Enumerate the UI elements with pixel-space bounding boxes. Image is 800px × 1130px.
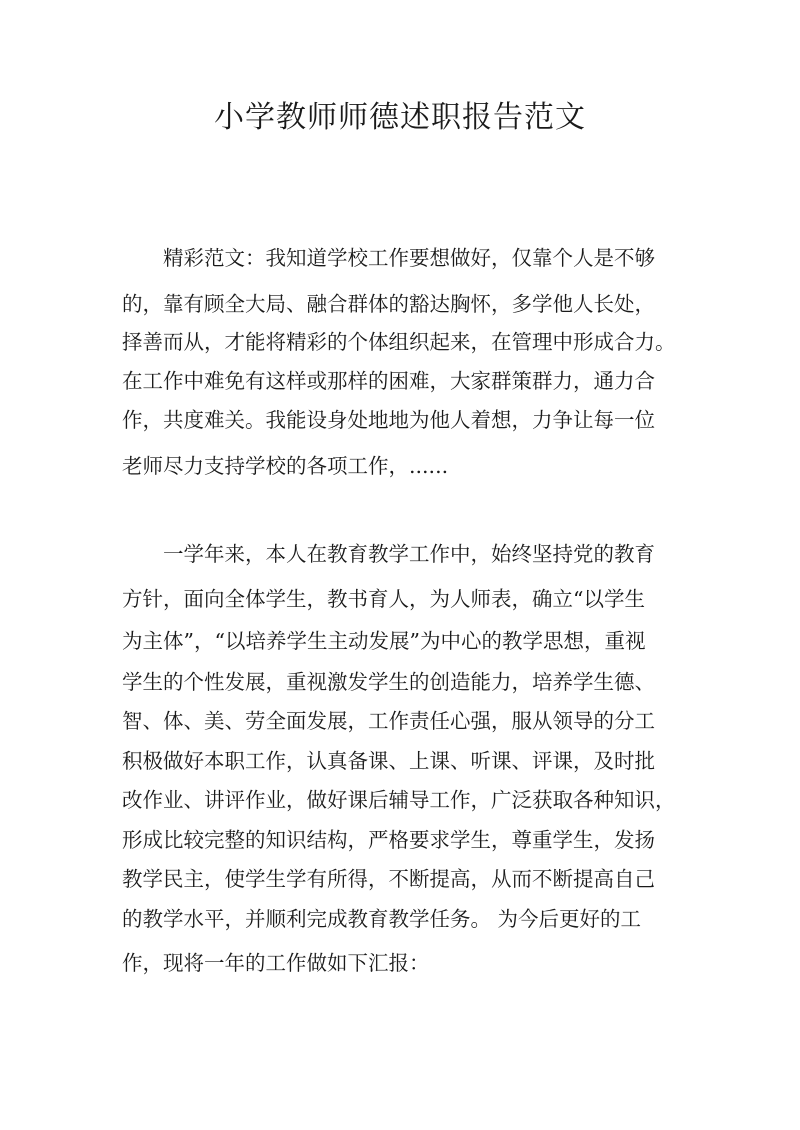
paragraph-2-line-9: 教学民主，使学生学有所得，不断提高，从而不断提高自己 bbox=[122, 867, 655, 891]
paragraph-2-line-10: 的教学水平，并顺利完成教育教学任务。 为今后更好的工 bbox=[122, 907, 642, 931]
document-title: 小学教师师德述职报告范文 bbox=[214, 100, 586, 135]
paragraph-2-line-7: 改作业、讲评作业，做好课后辅导工作，广泛获取各种知识， bbox=[122, 788, 676, 812]
paragraph-1-line-1: 精彩范文：我知道学校工作要想做好，仅靠个人是不够 bbox=[163, 246, 655, 270]
paragraph-2-line-6: 积极做好本职工作，认真备课、上课、听课、评课，及时批 bbox=[122, 749, 655, 773]
paragraph-1-line-3: 择善而从，才能将精彩的个体组织起来，在管理中形成合力。 bbox=[122, 330, 676, 354]
paragraph-1-line-2: 的，靠有顾全大局、融合群体的豁达胸怀，多学他人长处， bbox=[122, 292, 655, 316]
paragraph-1-line-4: 在工作中难免有这样或那样的困难，大家群策群力，通力合 bbox=[122, 369, 655, 393]
paragraph-1-line-5: 作，共度难关。我能设身处地地为他人着想，力争让每一位 bbox=[122, 408, 655, 432]
paragraph-1-line-6: 老师尽力支持学校的各项工作，...... bbox=[122, 454, 449, 478]
paragraph-2-line-4: 学生的个性发展，重视激发学生的创造能力，培养学生德、 bbox=[122, 670, 655, 694]
paragraph-2-line-5: 智、体、美、劳全面发展，工作责任心强，服从领导的分工 bbox=[122, 709, 655, 733]
paragraph-2-line-1: 一学年来，本人在教育教学工作中，始终坚持党的教育 bbox=[163, 542, 655, 566]
paragraph-2-line-11: 作，现将一年的工作做如下汇报： bbox=[122, 951, 430, 975]
paragraph-2-line-8: 形成比较完整的知识结构，严格要求学生，尊重学生，发扬 bbox=[122, 828, 655, 852]
paragraph-2-line-2: 方针，面向全体学生，教书育人，为人师表，确立“以学生 bbox=[122, 587, 645, 611]
paragraph-2-line-3: 为主体”，“以培养学生主动发展”为中心的教学思想，重视 bbox=[122, 629, 646, 653]
